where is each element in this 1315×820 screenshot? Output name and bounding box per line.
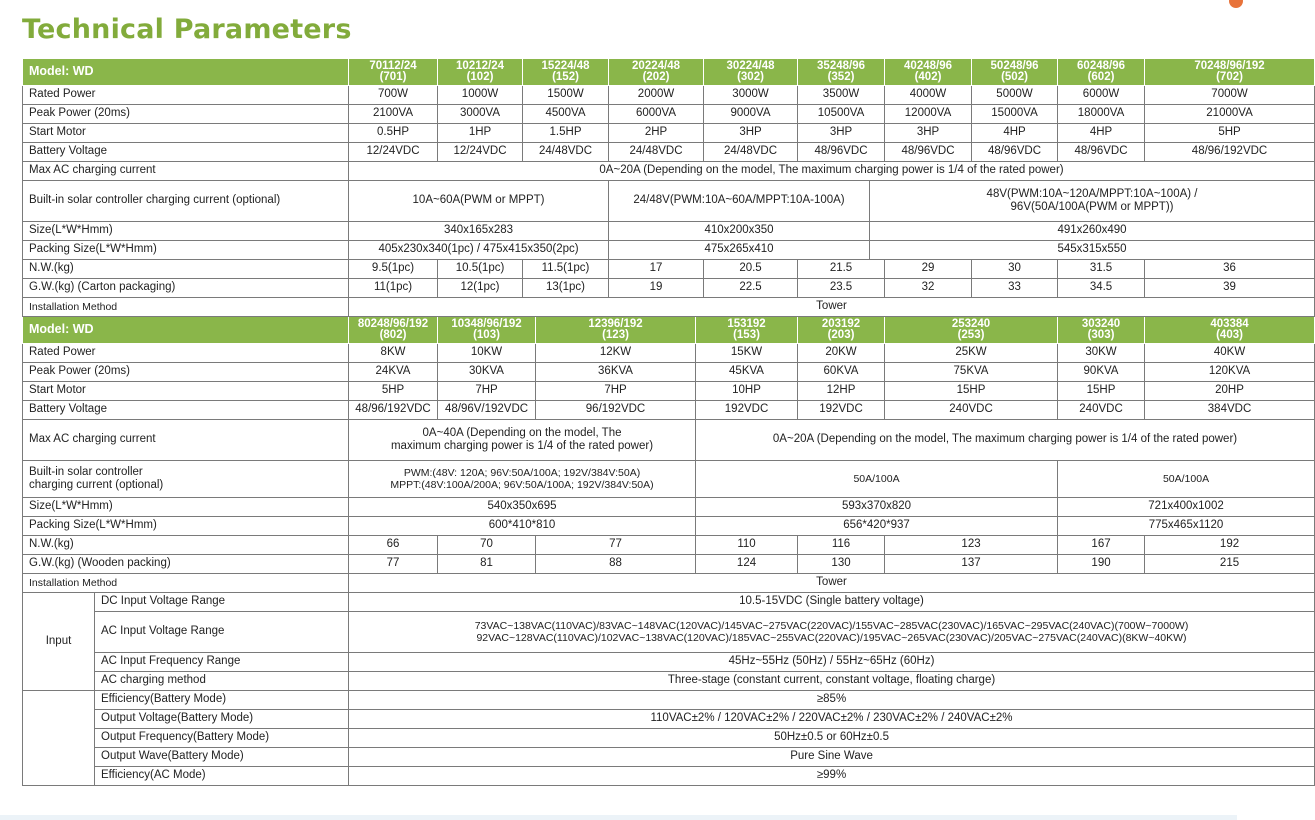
table-cell: 0A~20A (Depending on the model, The maximum charging power is 1/4 of the rated power) (696, 420, 1315, 461)
table-cell: 50A/100A (1058, 461, 1315, 498)
table-cell: 24/48VDC (523, 143, 609, 162)
table-cell: 593x370x820 (696, 498, 1058, 517)
input-ac-row (23, 612, 1315, 653)
model-header: 20224/48 (202) (609, 59, 704, 86)
row-label: Packing Size(L*W*Hmm) (23, 241, 349, 260)
row-label: Start Motor (23, 124, 349, 143)
table-cell: 77 (536, 536, 696, 555)
input-dc-row (23, 593, 1315, 612)
table-cell: 30KVA (438, 363, 536, 382)
table-cell: 775x465x1120 (1058, 517, 1315, 536)
model-header: 40248/96 (402) (885, 59, 972, 86)
t2-start-motor-row (23, 382, 1315, 401)
table-cell: 29 (885, 260, 972, 279)
table-cell: Tower (349, 298, 1315, 317)
page-title: Technical Parameters (22, 14, 352, 45)
table-cell: 192VDC (696, 401, 798, 420)
table-cell: 405x230x340(1pc) / 475x415x350(2pc) (349, 241, 609, 260)
t2-solar-row (23, 461, 1315, 498)
table-cell: 1HP (438, 124, 523, 143)
table-cell: 12000VA (885, 105, 972, 124)
table-cell: 721x400x1002 (1058, 498, 1315, 517)
table-cell: 13(1pc) (523, 279, 609, 298)
table-cell: 2100VA (349, 105, 438, 124)
table-cell: 137 (885, 555, 1058, 574)
t1-packing-size-row (23, 241, 1315, 260)
table-cell: 21000VA (1145, 105, 1315, 124)
row-label: AC charging method (95, 672, 349, 691)
table-cell: 3HP (704, 124, 798, 143)
table-cell: ≥85% (349, 691, 1315, 710)
t1-peak-power-row (23, 105, 1315, 124)
row-label: Battery Voltage (23, 401, 349, 420)
t1-size-row (23, 222, 1315, 241)
model-header: 70248/96/192 (702) (1145, 59, 1315, 86)
model-header: 303240 (303) (1058, 317, 1145, 344)
model-header: 10348/96/192 (103) (438, 317, 536, 344)
table-cell: 110VAC±2% / 120VAC±2% / 220VAC±2% / 230VAC±2% / 240VAC±2% (349, 710, 1315, 729)
table-cell: 48/96VDC (798, 143, 885, 162)
output-wave-row (23, 748, 1315, 767)
table-cell: 48/96VDC (885, 143, 972, 162)
table-cell: 600*410*810 (349, 517, 696, 536)
table-cell: 11(1pc) (349, 279, 438, 298)
table-cell: 491x260x490 (870, 222, 1315, 241)
table-cell: 70 (438, 536, 536, 555)
model-header: 153192 (153) (696, 317, 798, 344)
model-header: 30224/48 (302) (704, 59, 798, 86)
table-cell: 545x315x550 (870, 241, 1315, 260)
table-cell: 15KW (696, 344, 798, 363)
table-cell: 36KVA (536, 363, 696, 382)
model-header: 80248/96/192 (802) (349, 317, 438, 344)
table-cell: 81 (438, 555, 536, 574)
input-freq-row (23, 653, 1315, 672)
model-header: 70112/24 (701) (349, 59, 438, 86)
table-cell: 90KVA (1058, 363, 1145, 382)
row-label: Packing Size(L*W*Hmm) (23, 517, 349, 536)
table-cell: ≥99% (349, 767, 1315, 786)
row-label: Rated Power (23, 86, 349, 105)
row-label: G.W.(kg) (Carton packaging) (23, 279, 349, 298)
table-cell: 30 (972, 260, 1058, 279)
table-cell: 12HP (798, 382, 885, 401)
table-cell: 0.5HP (349, 124, 438, 143)
table-cell: 48/96VDC (972, 143, 1058, 162)
table-cell: 124 (696, 555, 798, 574)
table-cell: 3HP (885, 124, 972, 143)
table-cell: 77 (349, 555, 438, 574)
table-cell: 3000VA (438, 105, 523, 124)
model-label: Model: WD (23, 59, 349, 86)
table-cell: 66 (349, 536, 438, 555)
table-cell: 24/48VDC (704, 143, 798, 162)
t1-start-motor-row (23, 124, 1315, 143)
table-cell: 20.5 (704, 260, 798, 279)
technical-parameters-table (22, 58, 1315, 786)
row-label: DC Input Voltage Range (95, 593, 349, 612)
row-label: N.W.(kg) (23, 536, 349, 555)
row-label: Max AC charging current (23, 162, 349, 181)
table-cell: 39 (1145, 279, 1315, 298)
row-label: N.W.(kg) (23, 260, 349, 279)
table-cell: 7HP (438, 382, 536, 401)
table-cell: 48/96VDC (1058, 143, 1145, 162)
table-cell: 50A/100A (696, 461, 1058, 498)
t2-net-weight-row (23, 536, 1315, 555)
table-cell: 11.5(1pc) (523, 260, 609, 279)
output-frequency-row (23, 729, 1315, 748)
row-label: Peak Power (20ms) (23, 105, 349, 124)
t1-header-row (23, 59, 1315, 86)
model-header: 50248/96 (502) (972, 59, 1058, 86)
table-cell: 9000VA (704, 105, 798, 124)
table-cell: Tower (349, 574, 1315, 593)
model-header: 35248/96 (352) (798, 59, 885, 86)
table-cell: 15000VA (972, 105, 1058, 124)
table-cell: 88 (536, 555, 696, 574)
table-cell: 4500VA (523, 105, 609, 124)
t1-gross-weight-row (23, 279, 1315, 298)
table-cell: 12(1pc) (438, 279, 523, 298)
output-efficiency-ac-row (23, 767, 1315, 786)
table-cell: 192 (1145, 536, 1315, 555)
table-cell: 48/96V/192VDC (438, 401, 536, 420)
table-cell: 33 (972, 279, 1058, 298)
row-label: Size(L*W*Hmm) (23, 498, 349, 517)
table-cell: 10.5(1pc) (438, 260, 523, 279)
row-label: Size(L*W*Hmm) (23, 222, 349, 241)
table-cell: 190 (1058, 555, 1145, 574)
table-cell: 6000VA (609, 105, 704, 124)
table-cell: 700W (349, 86, 438, 105)
table-cell: 240VDC (885, 401, 1058, 420)
table-cell: 25KW (885, 344, 1058, 363)
model-header: 10212/24 (102) (438, 59, 523, 86)
table-cell: 5000W (972, 86, 1058, 105)
table-cell: 4000W (885, 86, 972, 105)
t2-install-row (23, 574, 1315, 593)
table-cell: 40KW (1145, 344, 1315, 363)
row-label: Built-in solar controller charging current (optional) (23, 461, 349, 498)
table-cell: 48/96/192VDC (349, 401, 438, 420)
table-cell: 32 (885, 279, 972, 298)
model-header: 60248/96 (602) (1058, 59, 1145, 86)
table-cell: 8KW (349, 344, 438, 363)
table-cell: 15HP (885, 382, 1058, 401)
t2-size-row (23, 498, 1315, 517)
table-cell: 167 (1058, 536, 1145, 555)
table-cell: 340x165x283 (349, 222, 609, 241)
table-cell: 215 (1145, 555, 1315, 574)
bottom-fade (0, 815, 1237, 820)
row-label: Output Voltage(Battery Mode) (95, 710, 349, 729)
model-header: 253240 (253) (885, 317, 1058, 344)
table-cell: 3HP (798, 124, 885, 143)
table-cell: 20KW (798, 344, 885, 363)
model-label: Model: WD (23, 317, 349, 344)
table-cell: 18000VA (1058, 105, 1145, 124)
t1-install-row (23, 298, 1315, 317)
table-cell: 110 (696, 536, 798, 555)
table-cell: 96/192VDC (536, 401, 696, 420)
table-cell: 116 (798, 536, 885, 555)
model-header: 203192 (203) (798, 317, 885, 344)
table-cell: 21.5 (798, 260, 885, 279)
table-cell: 24/48V(PWM:10A~60A/MPPT:10A-100A) (609, 181, 870, 222)
t2-max-ac-row (23, 420, 1315, 461)
table-cell: 50Hz±0.5 or 60Hz±0.5 (349, 729, 1315, 748)
table-cell: 6000W (1058, 86, 1145, 105)
row-label: Installation Method (23, 574, 349, 593)
table-cell: 0A~20A (Depending on the model, The maximum charging power is 1/4 of the rated power) (349, 162, 1315, 181)
table-cell: 24KVA (349, 363, 438, 382)
table-cell: 3000W (704, 86, 798, 105)
table-cell: 34.5 (1058, 279, 1145, 298)
table-cell: 410x200x350 (609, 222, 870, 241)
t1-rated-power-row (23, 86, 1315, 105)
row-label: Output Wave(Battery Mode) (95, 748, 349, 767)
table-cell: PWM:(48V: 120A; 96V:50A/100A; 192V/384V:50A) MPPT:(48V:100A/200A; 96V:50A/100A; 192V/384V:50A) (349, 461, 696, 498)
row-label: AC Input Frequency Range (95, 653, 349, 672)
table-cell: 2000W (609, 86, 704, 105)
row-label: Rated Power (23, 344, 349, 363)
table-cell: 36 (1145, 260, 1315, 279)
input-charge-row (23, 672, 1315, 691)
table-cell: 12/24VDC (349, 143, 438, 162)
t2-gross-weight-row (23, 555, 1315, 574)
t1-solar-row (23, 181, 1315, 222)
table-cell: 73VAC~138VAC(110VAC)/83VAC~148VAC(120VAC)/145VAC~275VAC(220VAC)/155VAC~285VAC(230VAC)/165VAC~295VAC(240VAC)(700W~7000W) 92VAC~128VAC(110VAC)/102VAC~138VAC(120VAC)/185VAC~255VAC(220VAC)/195VAC~265VAC(230VAC)/205VAC~275VAC(240VAC)(8KW~40KW) (349, 612, 1315, 653)
table-cell: 7000W (1145, 86, 1315, 105)
table-cell: 45KVA (696, 363, 798, 382)
table-cell: 45Hz~55Hz (50Hz) / 55Hz~65Hz (60Hz) (349, 653, 1315, 672)
table-cell: 5HP (1145, 124, 1315, 143)
table-cell: 17 (609, 260, 704, 279)
table-cell: 75KVA (885, 363, 1058, 382)
table-cell: 9.5(1pc) (349, 260, 438, 279)
table-cell: 48/96/192VDC (1145, 143, 1315, 162)
table-cell: 10A~60A(PWM or MPPT) (349, 181, 609, 222)
output-efficiency-battery-row (23, 691, 1315, 710)
table-cell: Pure Sine Wave (349, 748, 1315, 767)
table-cell: 12KW (536, 344, 696, 363)
table-cell: 19 (609, 279, 704, 298)
table-cell: 123 (885, 536, 1058, 555)
row-label: Max AC charging current (23, 420, 349, 461)
table-cell: 23.5 (798, 279, 885, 298)
table-cell: 120KVA (1145, 363, 1315, 382)
t2-peak-power-row (23, 363, 1315, 382)
input-group-label: Input (23, 593, 95, 691)
table-cell: 15HP (1058, 382, 1145, 401)
corner-indicator (1229, 0, 1243, 8)
table-cell: 60KVA (798, 363, 885, 382)
row-label: Start Motor (23, 382, 349, 401)
table-cell: 540x350x695 (349, 498, 696, 517)
table-cell: 475x265x410 (609, 241, 870, 260)
table-cell: 4HP (1058, 124, 1145, 143)
t2-header-row (23, 317, 1315, 344)
table-cell: 5HP (349, 382, 438, 401)
table-cell: 384VDC (1145, 401, 1315, 420)
row-label: G.W.(kg) (Wooden packing) (23, 555, 349, 574)
row-label: Peak Power (20ms) (23, 363, 349, 382)
row-label: AC Input Voltage Range (95, 612, 349, 653)
t2-packing-size-row (23, 517, 1315, 536)
table-cell: 3500W (798, 86, 885, 105)
table-cell: 22.5 (704, 279, 798, 298)
table-cell: 240VDC (1058, 401, 1145, 420)
output-voltage-row (23, 710, 1315, 729)
table-cell: 1500W (523, 86, 609, 105)
table-cell: 4HP (972, 124, 1058, 143)
row-label: Built-in solar controller charging current (optional) (23, 181, 349, 222)
t1-battery-voltage-row (23, 143, 1315, 162)
table-cell: 1000W (438, 86, 523, 105)
table-cell: 30KW (1058, 344, 1145, 363)
table-cell: 7HP (536, 382, 696, 401)
model-header: 12396/192 (123) (536, 317, 696, 344)
table-cell: 20HP (1145, 382, 1315, 401)
t1-max-ac-row (23, 162, 1315, 181)
table-cell: 10500VA (798, 105, 885, 124)
table-cell: 0A~40A (Depending on the model, The maximum charging power is 1/4 of the rated power) (349, 420, 696, 461)
table-cell: 10.5-15VDC (Single battery voltage) (349, 593, 1315, 612)
row-label: Installation Method (23, 298, 349, 317)
table-cell: Three-stage (constant current, constant voltage, floating charge) (349, 672, 1315, 691)
table-cell: 1.5HP (523, 124, 609, 143)
row-label: Battery Voltage (23, 143, 349, 162)
row-label: Efficiency(AC Mode) (95, 767, 349, 786)
table-cell: 2HP (609, 124, 704, 143)
table-cell: 12/24VDC (438, 143, 523, 162)
t1-net-weight-row (23, 260, 1315, 279)
table-cell: 10KW (438, 344, 536, 363)
table-cell: 130 (798, 555, 885, 574)
table-cell: 10HP (696, 382, 798, 401)
table-cell: 656*420*937 (696, 517, 1058, 536)
table-cell: 31.5 (1058, 260, 1145, 279)
row-label: Efficiency(Battery Mode) (95, 691, 349, 710)
table-cell: 48V(PWM:10A~120A/MPPT:10A~100A) / 96V(50A/100A(PWM or MPPT)) (870, 181, 1315, 222)
t2-rated-power-row (23, 344, 1315, 363)
row-label: Output Frequency(Battery Mode) (95, 729, 349, 748)
t2-battery-voltage-row (23, 401, 1315, 420)
table-cell: 24/48VDC (609, 143, 704, 162)
model-header: 403384 (403) (1145, 317, 1315, 344)
table-cell: 192VDC (798, 401, 885, 420)
output-group-label (23, 691, 95, 786)
model-header: 15224/48 (152) (523, 59, 609, 86)
